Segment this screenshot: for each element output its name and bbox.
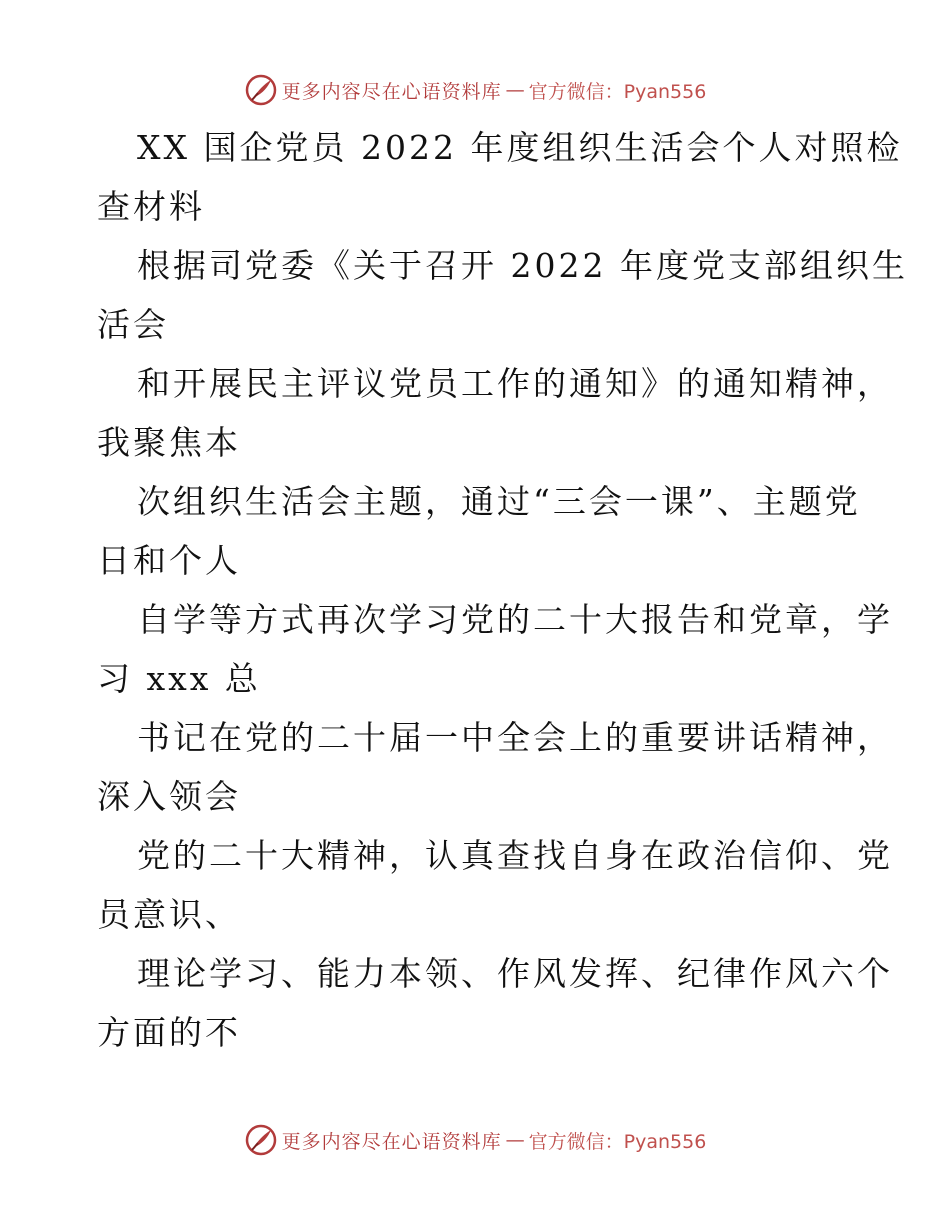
feather-quill-icon — [244, 1123, 278, 1157]
document-line: 根据司党委《关于召开 2022 年度党支部组织生 — [137, 246, 908, 285]
document-line: 活会 — [97, 305, 169, 344]
document-body — [97, 118, 908, 1062]
document-line: XX 国企党员 2022 年度组织生活会个人对照检 — [137, 128, 903, 167]
document-line: 深入领会 — [97, 777, 241, 816]
watermark-dash: — — [505, 79, 525, 101]
watermark-site-text: 更多内容尽在心语资料库 — [281, 1130, 502, 1153]
watermark-wechat-text: 官方微信：Pyan556 — [528, 80, 707, 103]
document-line: 我聚焦本 — [97, 423, 241, 462]
document-line: 习 xxx 总 — [97, 659, 261, 698]
watermark-dash: — — [505, 1129, 525, 1151]
header-watermark — [0, 72, 950, 108]
feather-quill-icon — [244, 73, 278, 107]
document-line: 员意识、 — [97, 895, 241, 934]
document-line: 和开展民主评议党员工作的通知》的通知精神， — [137, 364, 893, 403]
document-line: 书记在党的二十届一中全会上的重要讲话精神， — [137, 718, 893, 757]
watermark-wechat-text: 官方微信：Pyan556 — [528, 1130, 707, 1153]
document-line: 党的二十大精神，认真查找自身在政治信仰、党 — [137, 836, 893, 875]
document-line: 理论学习、能力本领、作风发挥、纪律作风六个 — [137, 954, 893, 993]
document-line: 次组织生活会主题，通过“三会一课”、主题党 — [137, 482, 861, 521]
document-line: 日和个人 — [97, 541, 241, 580]
watermark-site-text: 更多内容尽在心语资料库 — [281, 80, 502, 103]
document-line: 方面的不 — [97, 1013, 241, 1052]
footer-watermark — [0, 1122, 950, 1158]
document-line: 自学等方式再次学习党的二十大报告和党章，学 — [137, 600, 893, 639]
document-line: 查材料 — [97, 187, 205, 226]
